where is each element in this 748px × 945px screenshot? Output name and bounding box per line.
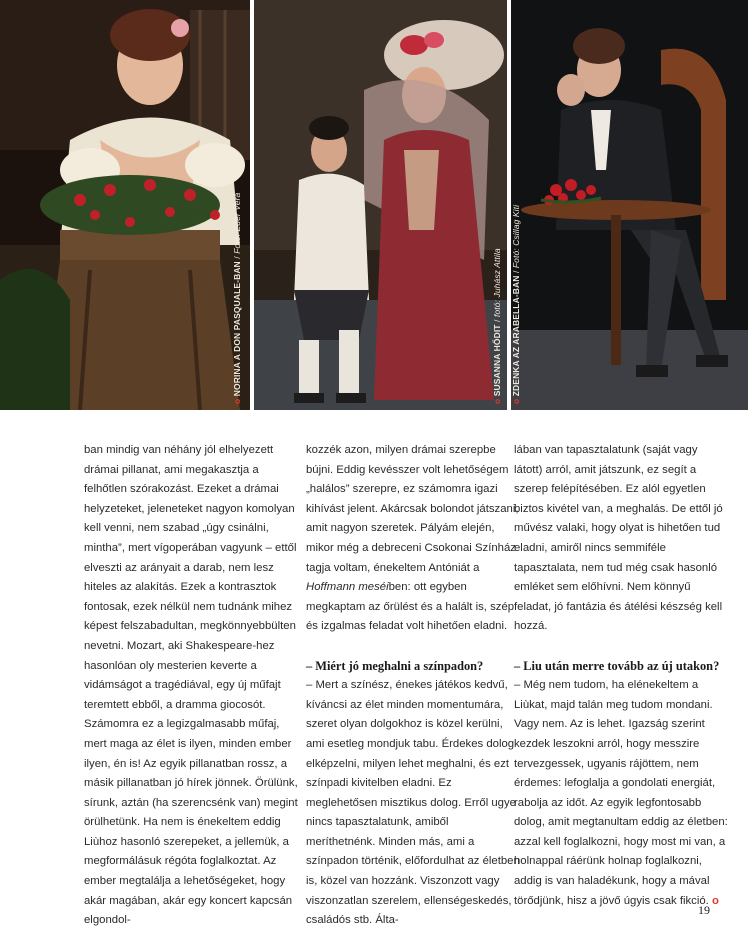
photo-zdenka-caption — [511, 205, 521, 404]
text-run: kozzék azon, milyen drámai szerepbe bújni. Eddig kevésszer volt lehetőségem „halálos” szerepre, ez számomra igazi kihívást jelent. Akárcsak bolondot játszani, amit nagyon szeretek. Pályám elején, mikor még a debreceni Csokonai Színház tagja voltam, énekeltem Antóniát a — [306, 444, 519, 574]
photo-zdenka-image — [511, 0, 748, 410]
photo-norina-caption — [232, 193, 242, 404]
photo-norina-image — [0, 0, 250, 410]
caption-role: ZDENKA AZ ARABELLA-BAN — [511, 275, 521, 397]
photo-norina — [0, 0, 250, 410]
caption-separator: / — [232, 253, 242, 262]
paragraph: ban mindig van néhány jól elhelyezett drámai pillanat, ami megakasztja a felhőtlen szórakozást. Ezeket a drámai helyzeteket, jeleneteket nagyon komolyan kell venni, nem szabad „úgy csinálni, mintha”, mert vígoperában vagyunk – ettől elveszti az arányait a darab, nem lesz hiteles az alakítás. Ezek a kontrasztok fontosak, ezek nélkül nem tudnánk mihez képest felszabadultan, megkönnyebbülten nevetni. Mozart, aki Shakespeare-hez hasonlóan oly mesterien keverte a vidámságot a tragédiával, egy új műfajt teremtett ebből, a dramma giocosót. Számomra ez a legizgalmasabb műfaj, mert maga az élet is ilyen, minden ember ilyen, én is! Az egyik pillanatban rossz, a másik pillanatban jó hírek jönnek. Örülünk, sírunk, aztán (ha szerencsénk van) megint örülhetünk. Ha nem is énekeltem eddig Liùhoz hasonló szerepeket, a jellemük, a megformálásuk régóta foglalkoztat. Az ember megtalálja a lehetőségeket, hogy akár magában, akár egy koncert kapcsán elgondol- — [84, 444, 298, 927]
paragraph: – Mert a színész, énekes játékos kedvű, kíváncsi az élet minden momentumára, szeret olyan dolgokhoz is közel kerülni, ami esetleg mondjuk tabu. Érdekes dolog elképzelni, milyen lehet meghalni, és ezt színpadi kivitelben eladni. Ez meglehetősen misztikus dolog. Erről ugye nincs tapasztalatunk, amiből meríthetnénk. Minden más, ami a színpadon történik, előfordulhat az életben is, közel van hozzánk. Viszonzott vagy viszonzatlan szerelem, ellenségeskedés, családós stb. Álta- — [306, 679, 520, 927]
end-mark-icon: o — [711, 894, 719, 907]
caption-role: SUSANNA HŐDIT — [492, 324, 502, 397]
interview-question: – Liu után merre tovább az új utakon? — [514, 658, 720, 673]
caption-separator: / — [511, 268, 521, 276]
article-column-3 — [514, 441, 728, 911]
caption-bullet-icon: o — [492, 398, 502, 404]
paragraph — [514, 676, 728, 911]
caption-credit: fotó: Juhász Attila — [492, 248, 502, 318]
text-run: ben: ott egyben megkaptam az őrülést és a halált is, szép és izgalmas feladat volt hihetően eladni. — [306, 581, 515, 633]
photo-susanna-image — [254, 0, 507, 410]
caption-bullet-icon: o — [232, 398, 242, 404]
caption-credit: Fotó: Csillag Kiti — [511, 204, 521, 269]
caption-credit: Fotó: Éder Vera — [232, 192, 242, 254]
photo-susanna-caption — [492, 248, 502, 404]
caption-role: NORINA A DON PASQUALE-BAN — [232, 261, 242, 397]
text-run: – Még nem tudom, ha elénekeltem a Liùkat, majd talán meg tudom mondani. Vagy nem. Az is lehet. Igazság szerint kezdek leszokni arról, hogy messzire tervezgessek, ugyanis rájöttem, nem érdemes: lefoglalja a gondolati energiát, rabolja az időt. Az egyik legfontosabb dolog, amit megtanultam eddig az életben: azzal kell foglalkozni, hogy most mi van, a holnappal ráérünk holnap foglalkozni, addig is van haladékunk, hogy a mával törődjünk, hisz a jövő úgyis csak fikció. — [514, 679, 728, 907]
article-column-2 — [306, 441, 520, 931]
caption-separator: / — [492, 317, 502, 325]
photo-zdenka — [511, 0, 748, 410]
article-column-1 — [84, 441, 298, 931]
interview-question: – Miért jó meghalni a színpadon? — [306, 658, 484, 673]
caption-bullet-icon: o — [511, 398, 521, 404]
paragraph — [306, 441, 520, 637]
opera-title: Hoffmann meséi — [306, 581, 389, 594]
photo-susanna — [254, 0, 507, 410]
page-number: 19 — [698, 903, 710, 917]
paragraph: lában van tapasztalatunk (saját vagy látott) arról, amit játszunk, ez segít a szerep felépítésében. Ez alól egyetlen biztos kivétel van, a meghalás. De ettől jó művész valaki, hogy olyat is hihetően tud eladni, amiről nincs semmiféle tapasztalata, nem tud még csak hasonló emléket sem előhívni. Nem könnyű feladat, jó fantázia és átélési készség kell hozzá. — [514, 444, 723, 633]
